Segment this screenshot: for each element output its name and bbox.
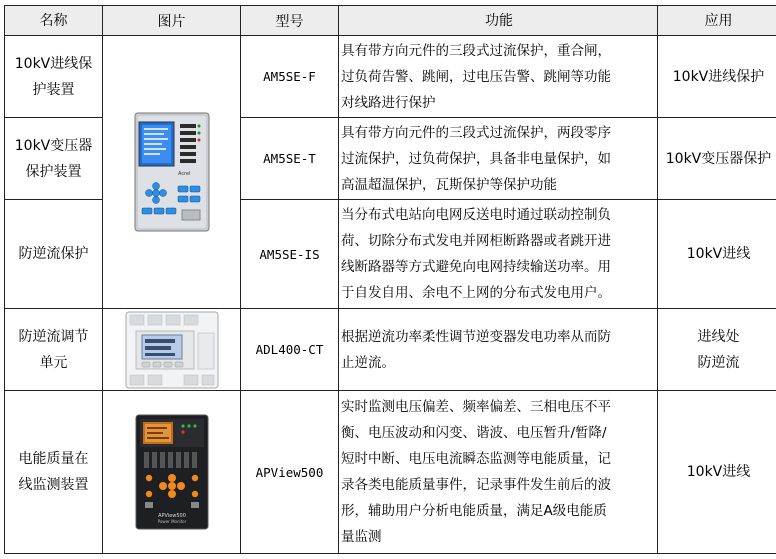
am5se-picture-cell — [103, 36, 241, 309]
apview500-device-image — [135, 414, 209, 530]
row-model: AM5SE-F — [241, 36, 339, 118]
row-name: 电能质量在 线监测装置 — [5, 391, 103, 554]
header-picture: 图片 — [103, 6, 241, 36]
row-model: AM5SE-IS — [241, 200, 339, 309]
product-table — [4, 5, 776, 554]
apview-sub-text: Power Monitor — [157, 519, 186, 524]
header-model: 型号 — [241, 6, 339, 36]
row-name: 10kV变压器 保护装置 — [5, 118, 103, 200]
header-row — [5, 6, 776, 36]
row-application: 10kV变压器保护 — [658, 118, 776, 200]
am5se-device-image — [134, 112, 210, 232]
row-model: AM5SE-T — [241, 118, 339, 200]
row-name: 10kV进线保 护装置 — [5, 36, 103, 118]
adl400-picture-cell — [103, 309, 241, 391]
row-name: 防逆流保护 — [5, 200, 103, 309]
table-row — [5, 309, 776, 391]
row-name: 防逆流调节 单元 — [5, 309, 103, 391]
row-model: ADL400-CT — [241, 309, 339, 391]
row-application: 10kV进线保护 — [658, 36, 776, 118]
header-name: 名称 — [5, 6, 103, 36]
row-application: 10kV进线 — [658, 391, 776, 554]
header-function: 功能 — [339, 6, 658, 36]
am5se-brand-text: Acrel — [177, 171, 190, 177]
apview-picture-cell — [103, 391, 241, 554]
row-function: 当分布式电站向电网反送电时通过联动控制负 荷、切除分布式发电并网柜断路器或者跳开进 线断路器等方式避免向电网持续输送功率。用 于自发自用、余电不上网的分布式发电用户。 — [339, 200, 658, 309]
row-model: APView500 — [241, 391, 339, 554]
row-application: 10kV进线 — [658, 200, 776, 309]
adl400-meter-image — [124, 311, 220, 389]
row-function: 具有带方向元件的三段式过流保护，重合闸， 过负荷告警、跳闸，过电压告警、跳闸等功能 对线路进行保护 — [339, 36, 658, 118]
table-row — [5, 391, 776, 554]
header-application: 应用 — [658, 6, 776, 36]
table-row — [5, 36, 776, 118]
row-function: 具有带方向元件的三段式过流保护，两段零序 过流保护，过负荷保护，具备非电量保护，如 高温超温保护，瓦斯保护等保护功能 — [339, 118, 658, 200]
apview-model-text: APView500 — [157, 513, 186, 519]
row-application: 进线处 防逆流 — [658, 309, 776, 391]
row-function: 根据逆流功率柔性调节逆变器发电功率从而防 止逆流。 — [339, 309, 658, 391]
row-function: 实时监测电压偏差、频率偏差、三相电压不平 衡、电压波动和闪变、谐波、电压暂升/暂降/ 短时中断、电压电流瞬态监测等电能质量，记 录各类电能质量事件，记录事件发生前后的波 形，辅助用户分析电能质量，满足A级电能质 量监测 — [339, 391, 658, 554]
